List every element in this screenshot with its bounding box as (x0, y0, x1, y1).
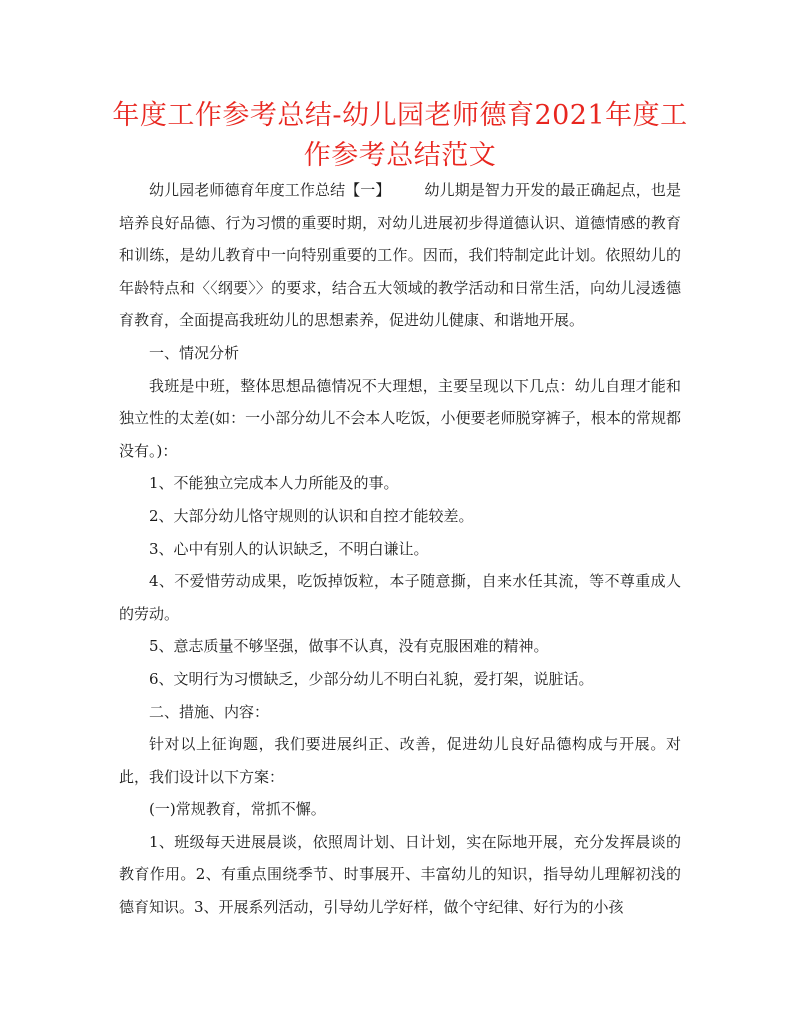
document-title: 年度工作参考总结-幼儿园老师德育2021年度工作参考总结范文 (112, 100, 688, 171)
measures-paragraph: 针对以上征询题，我们要进展纠正、改善，促进幼儿良好品德构成与开展。对此，我们设计以下方案： (119, 735, 681, 786)
section-heading-analysis: 一、情况分析 (149, 343, 240, 362)
document-body (119, 174, 681, 924)
list-item: 4、不爱惜劳动成果，吃饭掉饭粒，本子随意撕，自来水任其流，等不尊重成人的劳动。 (119, 572, 681, 623)
list-item: 3、心中有别人的认识缺乏，不明白谦让。 (149, 539, 429, 558)
intro-paragraph (119, 174, 681, 337)
section-heading-measures: 二、措施、内容： (149, 702, 270, 721)
intro-text: 幼儿期是智力开发的最正确起点，也是培养良好品德、行为习惯的重要时期，对幼儿进展初步得道德认识、道德情感的教育和训练，是幼儿教育中一向特别重要的工作。因而，我们特制定此计划。依照幼儿的年龄特点和〈〈纲要〉〉的要求，结合五大领域的教学活动和日常生活，向幼儿浸透德育教育，全面提高我班幼儿的思想素养，促进幼儿健康、和谐地开展。 (119, 181, 681, 330)
list-item: 5、意志质量不够坚强，做事不认真，没有克服困难的精神。 (149, 637, 549, 656)
list-item: 2、大部分幼儿恪守规则的认识和自控才能较差。 (149, 506, 474, 525)
list-item: 1、不能独立完成本人力所能及的事。 (149, 474, 399, 493)
analysis-paragraph: 我班是中班，整体思想品德情况不大理想，主要呈现以下几点：幼儿自理才能和独立性的太差(如：一小部分幼儿不会本人吃饭，小便要老师脱穿裤子，根本的常规都没有。)： (119, 376, 681, 460)
list-item: 6、文明行为习惯缺乏，少部分幼儿不明白礼貌，爱打架，说脏话。 (149, 669, 594, 688)
measures-detail-paragraph: 1、班级每天进展晨谈，依照周计划、日计划，实在际地开展，充分发挥晨谈的教育作用。2、有重点围绕季节、时事展开、丰富幼儿的知识，指导幼儿理解初浅的德育知识。3、开展系列活动，引导幼儿学好样，做个守纪律、好行为的小孩 (119, 832, 681, 917)
intro-heading: 幼儿园老师德育年度工作总结【一】 (149, 181, 391, 199)
subsection-heading: (一)常规教育，常抓不懈。 (149, 800, 326, 819)
